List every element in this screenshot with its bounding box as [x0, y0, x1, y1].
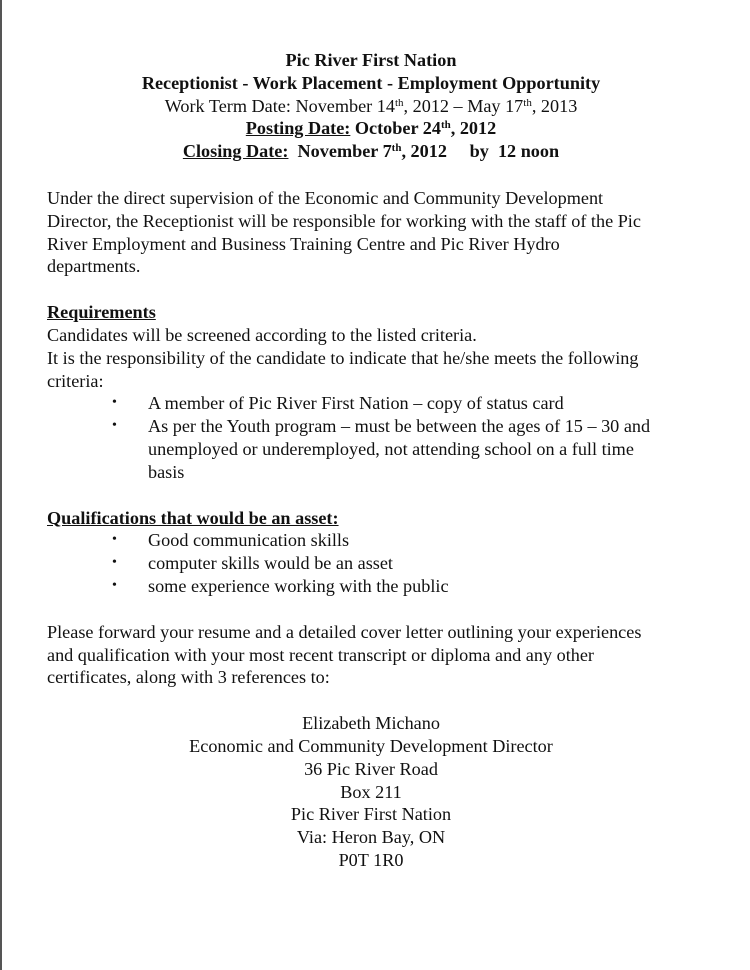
bullet-icon: • [112, 555, 117, 571]
organization-name: Pic River First Nation [285, 50, 457, 70]
bullet-icon: • [112, 577, 117, 593]
posting-date: Posting Date: October 24th, 2012 [245, 118, 497, 139]
intro-line: Director, the Receptionist will be responsible for working with the staff of the Pic [47, 210, 641, 231]
intro-line: departments. [47, 256, 141, 277]
contact-box: Box 211 [340, 781, 402, 802]
application-instructions [47, 621, 707, 689]
work-term-date: Work Term Date: November 14th, 2012 – May 17th, 2013 [164, 95, 578, 116]
list-item: • As per the Youth program – must be between the ages of 15 – 30 and unemployed or underemployed, not attending school on a full time basis [112, 416, 651, 482]
contact-city: Via: Heron Bay, ON [296, 827, 446, 848]
contact-name: Elizabeth Michano [302, 713, 440, 734]
posting-date-label: Posting Date: [245, 118, 351, 139]
contact-title: Economic and Community Development Director [189, 735, 553, 756]
requirements-line: criteria: [47, 370, 104, 391]
bullet-icon: • [112, 532, 117, 548]
qualifications-list [47, 529, 707, 597]
posting-header [35, 49, 707, 163]
instruction-line: and qualification with your most recent transcript or diploma and any other [47, 644, 594, 665]
intro-paragraph [47, 187, 707, 278]
contact-address-block [35, 712, 707, 872]
intro-line: Under the direct supervision of the Economic and Community Development [47, 187, 604, 208]
bullet-icon: • [112, 418, 117, 434]
instruction-line: Please forward your resume and a detailed cover letter outlining your experiences [47, 621, 642, 642]
qualifications-heading: Qualifications that would be an asset: [47, 507, 339, 528]
job-posting-document [47, 49, 707, 872]
page-left-border [0, 0, 2, 970]
job-title: Receptionist - Work Placement - Employment Opportunity [141, 72, 601, 93]
requirements-line: Candidates will be screened according to the listed criteria. [47, 324, 477, 345]
closing-date-label: Closing Date: [182, 141, 289, 162]
list-item: • Good communication skills [112, 530, 350, 551]
requirements-section [47, 301, 707, 483]
closing-date: Closing Date: November 7th, 2012 by 12 noon [182, 141, 560, 162]
bullet-icon: • [112, 395, 117, 411]
list-item: • computer skills would be an asset [112, 553, 393, 574]
contact-community: Pic River First Nation [290, 804, 452, 825]
list-item: • A member of Pic River First Nation – copy of status card [112, 393, 564, 414]
contact-postal-code: P0T 1R0 [338, 849, 404, 870]
requirements-list [47, 392, 707, 483]
instruction-line: certificates, along with 3 references to: [47, 667, 330, 688]
list-item: • some experience working with the public [112, 575, 449, 596]
qualifications-section [47, 507, 707, 598]
intro-line: River Employment and Business Training Centre and Pic River Hydro [47, 233, 560, 254]
contact-street: 36 Pic River Road [304, 758, 438, 779]
requirements-heading: Requirements [47, 302, 156, 323]
requirements-line: It is the responsibility of the candidate to indicate that he/she meets the following [47, 347, 639, 368]
